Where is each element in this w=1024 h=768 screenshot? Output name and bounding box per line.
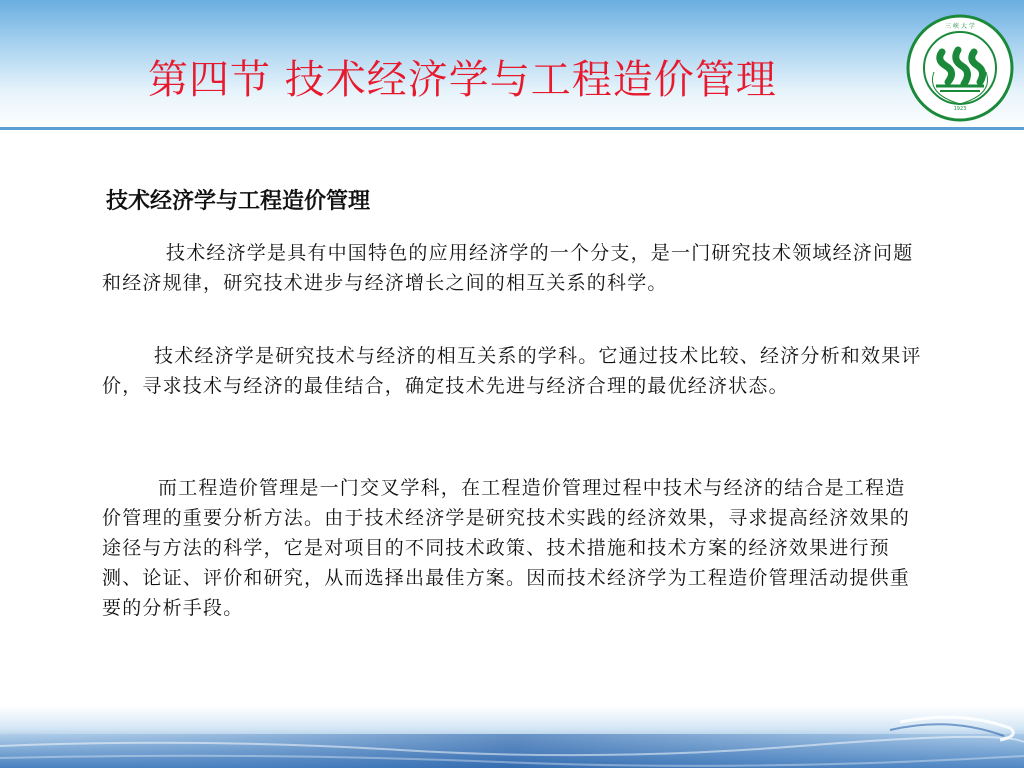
university-logo-icon (906, 14, 1014, 122)
section-subheading: 技术经济学与工程造价管理 (106, 188, 371, 214)
paragraph-1 (102, 238, 922, 298)
paragraph-1-text: 技术经济学是具有中国特色的应用经济学的一个分支，是一门研究技术领域经济问题和经济规律，研究技术进步与经济增长之间的相互关系的科学。 (102, 242, 914, 294)
logo-top-text: 三 峡 大 学 (945, 23, 975, 30)
header-divider (0, 127, 1024, 130)
paragraph-2-text: 技术经济学是研究技术与经济的相互关系的学科。它通过技术比较、经济分析和效果评价，寻求技术与经济的最佳结合，确定技术先进与经济合理的最优经济状态。 (102, 345, 922, 397)
paragraph-3 (102, 473, 922, 623)
paragraph-3-text: 而工程造价管理是一门交叉学科，在工程造价管理过程中技术与经济的结合是工程造价管理的重要分析方法。由于技术经济学是研究技术实践的经济效果，寻求提高经济效果的途径与方法的科学，它是对项目的不同技术政策、技术措施和技术方案的经济效果进行预测、论证、评价和研究，从而选择出最佳方案。因而技术经济学为工程造价管理活动提供重要的分析手段。 (102, 477, 911, 619)
slide-title: 第四节 技术经济学与工程造价管理 (148, 57, 777, 103)
footer-water-decoration (0, 706, 1024, 768)
paragraph-2 (102, 341, 922, 401)
logo-year: 1923 (953, 106, 967, 112)
